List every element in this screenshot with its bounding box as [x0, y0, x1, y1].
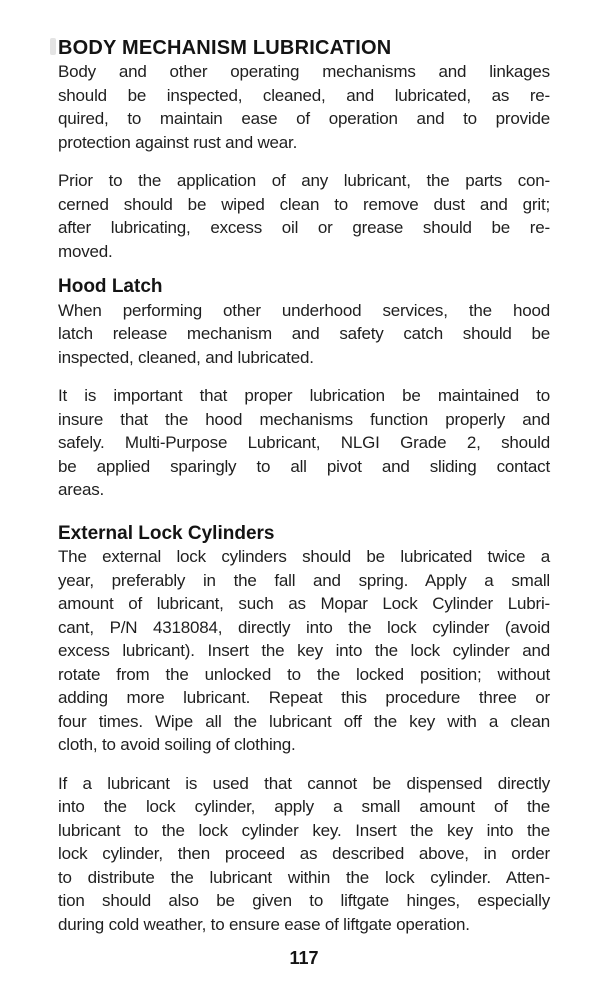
paragraph	[58, 60, 550, 154]
paragraph-line: into the lock cylinder, apply a small amount of the	[58, 797, 550, 816]
paragraph-line: lubricant to the lock cylinder key. Insert the key into the	[58, 820, 550, 840]
paragraph-line: Body and other operating mechanisms and linkages	[58, 62, 550, 81]
paragraph-line: to distribute the lubricant within the lock cylinder. Atten-	[58, 867, 550, 887]
page-title: BODY MECHANISM LUBRICATION	[58, 37, 392, 59]
paragraph-line: protection against rust and wear.	[58, 132, 298, 152]
paragraph-line: quired, to maintain ease of operation and to provide	[58, 109, 550, 128]
paragraph-line: moved.	[58, 241, 113, 261]
paragraph-line: cant, P/N 4318084, directly into the lock cylinder (avoid	[58, 617, 550, 637]
section-heading: Hood Latch	[58, 276, 163, 297]
scan-artifact	[50, 38, 56, 55]
paragraph	[58, 384, 550, 502]
paragraph-line: cloth, to avoid soiling of clothing.	[58, 735, 296, 754]
paragraph-line: year, preferably in the fall and spring. Apply a small	[58, 570, 550, 590]
paragraph-line: It is important that proper lubrication be maintained to	[58, 386, 550, 405]
paragraph-line: tion should also be given to liftgate hinges, especially	[58, 891, 550, 910]
paragraph-line: Prior to the application of any lubricant, the parts con-	[58, 171, 550, 190]
paragraph-line: safely. Multi-Purpose Lubricant, NLGI Grade 2, should	[58, 433, 550, 452]
paragraph-line: cerned should be wiped clean to remove dust and grit;	[58, 194, 550, 214]
paragraph-line: after lubricating, excess oil or grease should be re-	[58, 218, 550, 237]
page-body	[58, 36, 550, 936]
paragraph-line: should be inspected, cleaned, and lubricated, as re-	[58, 85, 550, 105]
paragraph-line: lock cylinder, then proceed as described above, in order	[58, 844, 550, 863]
paragraph-line: during cold weather, to ensure ease of liftgate operation.	[58, 914, 470, 934]
paragraph-line: insure that the hood mechanisms function properly and	[58, 409, 550, 429]
paragraph	[58, 772, 550, 937]
paragraph	[58, 169, 550, 263]
paragraph-line: amount of lubricant, such as Mopar Lock Cylinder Lubri-	[58, 594, 550, 613]
paragraph-line: The external lock cylinders should be lubricated twice a	[58, 547, 550, 566]
paragraph-line: inspected, cleaned, and lubricated.	[58, 347, 314, 367]
paragraph-line: When performing other underhood services, the hood	[58, 300, 550, 320]
paragraph	[58, 299, 550, 370]
paragraph-line: latch release mechanism and safety catch should be	[58, 324, 550, 343]
page-number: 117	[289, 948, 319, 968]
paragraph-line: areas.	[58, 480, 105, 499]
paragraph-line: If a lubricant is used that cannot be dispensed directly	[58, 773, 550, 793]
paragraph-line: be applied sparingly to all pivot and sliding contact	[58, 456, 550, 476]
paragraph-line: four times. Wipe all the lubricant off the key with a clean	[58, 711, 550, 731]
paragraph-line: rotate from the unlocked to the locked position; without	[58, 664, 550, 684]
section-heading: External Lock Cylinders	[58, 522, 275, 544]
paragraph-line: excess lubricant). Insert the key into the lock cylinder and	[58, 641, 550, 660]
paragraph-line: adding more lubricant. Repeat this procedure three or	[58, 688, 550, 707]
paragraph	[58, 545, 550, 757]
